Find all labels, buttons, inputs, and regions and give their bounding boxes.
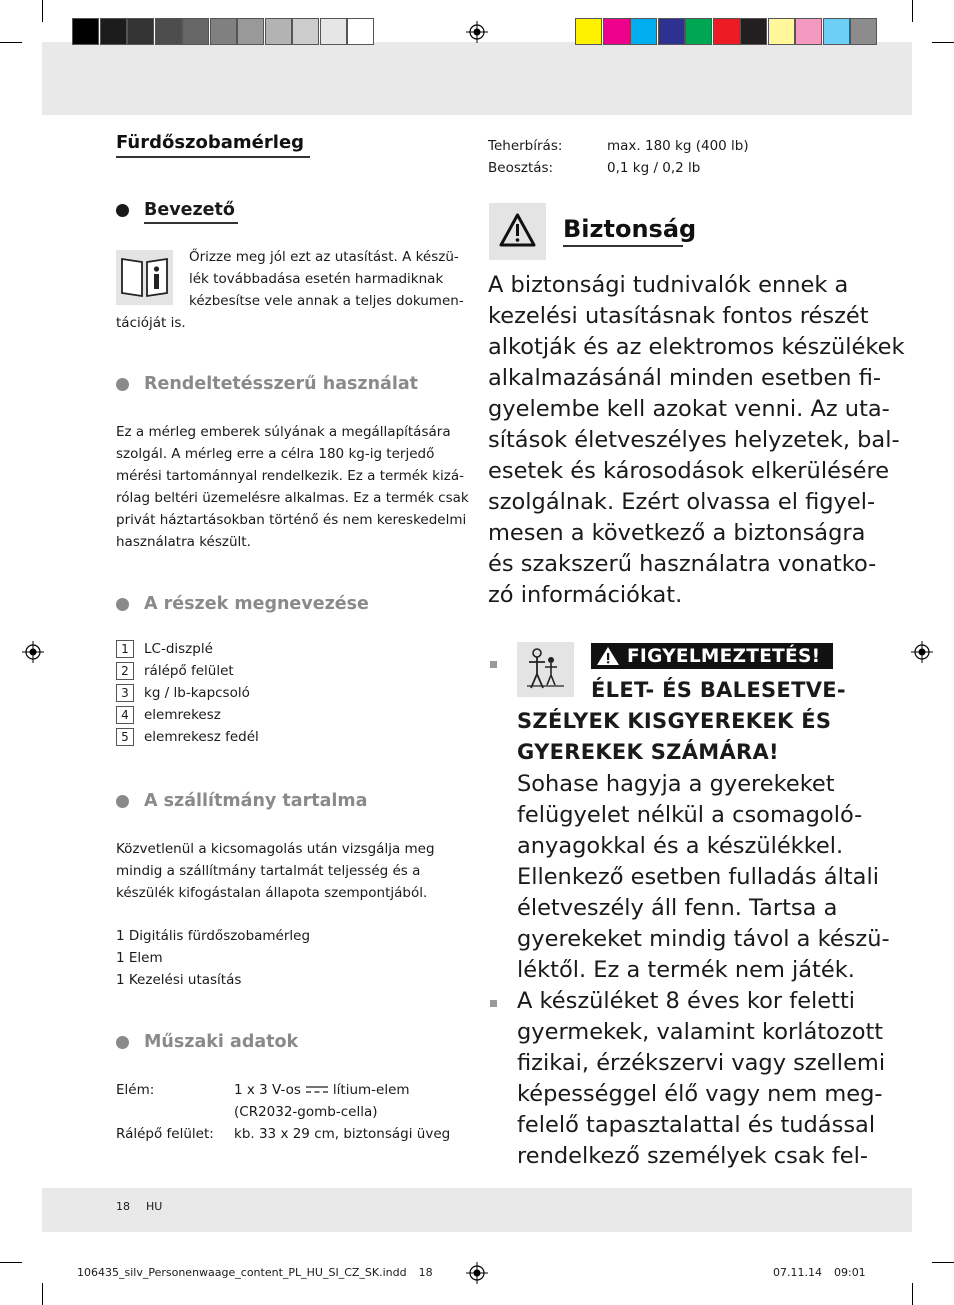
section-intro <box>116 200 235 220</box>
color-swatch <box>182 18 209 45</box>
use-line: privát háztartásokban történő és nem kereskedelmi <box>116 512 467 528</box>
bullet-line: felügyelet nélkül a csomagoló- <box>517 802 863 828</box>
language-code: HU <box>146 1200 163 1213</box>
safety-heading: Biztonság <box>563 215 697 243</box>
caps-line: ÉLET- ÉS BALESETVE- <box>591 678 846 702</box>
crop-mark <box>932 42 954 43</box>
info-book-icon <box>116 250 173 305</box>
bullet-dot <box>116 378 129 391</box>
caps-line: SZÉLYEK KISGYEREKEK ÉS <box>517 709 832 733</box>
tech-value: max. 180 kg (400 lb) <box>607 138 749 154</box>
color-swatch <box>768 18 795 45</box>
scope-heading: A szállítmány tartalma <box>144 791 368 811</box>
warning-small-icon <box>595 645 621 667</box>
warning-bullet-2 <box>517 986 885 1172</box>
use-line: rólag beltéri üzemelésre alkalmas. Ez a termék csak <box>116 490 469 506</box>
bullet-line: anyagokkal és a készülékkel. <box>517 833 844 859</box>
crop-mark <box>0 42 22 43</box>
intro-line: Őrizze meg jól ezt az utasítást. A készü- <box>189 249 459 265</box>
safety-line: A biztonsági tudnivalók ennek a <box>488 272 849 298</box>
color-swatch <box>603 18 630 45</box>
crop-mark <box>932 1262 954 1263</box>
color-swatch <box>713 18 740 45</box>
tech-value: (CR2032-gomb-cella) <box>234 1104 378 1120</box>
intro-text-wrapped <box>189 246 464 312</box>
safety-intro <box>488 270 904 611</box>
scope-text <box>116 838 435 904</box>
bullet-dot <box>116 598 129 611</box>
safety-line: zó információkat. <box>488 582 683 608</box>
safety-line: alkotják és az elektromos készülékek <box>488 334 905 360</box>
tech-heading: Műszaki adatok <box>144 1032 299 1052</box>
safety-line: alkalmazásánál minden esetben fi- <box>488 365 882 391</box>
bullet-line: Ellenkező esetben fulladás általi <box>517 864 879 890</box>
warning-triangle-icon <box>489 203 546 260</box>
page-number: 18 <box>116 1200 130 1213</box>
use-text <box>116 421 469 553</box>
part-label: elemrekesz <box>144 707 221 723</box>
scope-line: mindig a szállítmány tartalmát teljesség és a <box>116 863 421 879</box>
registration-mark-icon <box>466 21 488 43</box>
bullet-dot <box>116 795 129 808</box>
safety-line: sítások életveszélyes helyzetek, bal- <box>488 427 900 453</box>
child-warning-icon <box>517 642 574 697</box>
intro-line: lék továbbadása esetén harmadiknak <box>189 271 444 287</box>
use-heading: Rendeltetésszerű használat <box>144 374 419 394</box>
registration-mark-icon <box>911 641 933 663</box>
parts-heading: A részek megnevezése <box>144 594 369 614</box>
scope-line: Közvetlenül a kicsomagolás után vizsgálja meg <box>116 841 435 857</box>
title-underline <box>116 156 310 158</box>
use-line: szolgál. A mérleg erre a célra 180 kg-ig terjedő <box>116 446 435 462</box>
color-swatch <box>320 18 347 45</box>
dc-symbol-icon <box>306 1085 328 1095</box>
color-swatch <box>347 18 374 45</box>
safety-underline <box>563 245 683 247</box>
caps-line: GYEREKEK SZÁMÁRA! <box>517 740 779 764</box>
bullet-line: léktől. Ez a termék nem játék. <box>517 957 855 983</box>
color-swatch <box>740 18 767 45</box>
part-number: 2 <box>116 662 134 680</box>
color-swatch <box>685 18 712 45</box>
safety-line: szolgálnak. Ezért olvassa el figyel- <box>488 489 876 515</box>
tech-label: Rálépő felület: <box>116 1126 214 1142</box>
tech-value-text: 1 x 3 V-os <box>234 1082 301 1098</box>
intro-heading: Bevezető <box>144 200 235 220</box>
header-band <box>42 42 912 115</box>
safety-line: gyelembe kell azokat venni. Az uta- <box>488 396 890 422</box>
bullet-square <box>490 661 497 668</box>
slug-file <box>77 1266 433 1279</box>
use-line: használatra készült. <box>116 534 251 550</box>
section-use <box>116 374 418 394</box>
color-swatch <box>72 18 99 45</box>
scope-line: készülék kifogástalan állapota szempontjából. <box>116 885 428 901</box>
tech-value: 0,1 kg / 0,2 lb <box>607 160 701 176</box>
use-line: Ez a mérleg emberek súlyának a megállapítására <box>116 424 451 440</box>
safety-line: mesen a következő a biztonságra <box>488 520 866 546</box>
file-page: 18 <box>418 1266 433 1279</box>
file-name: 106435_silv_Personenwaage_content_PL_HU_SI_CZ_SK.indd <box>77 1266 407 1279</box>
part-item <box>116 706 221 724</box>
intro-line: tációját is. <box>116 315 186 331</box>
tech-label: Beosztás: <box>488 160 554 176</box>
safety-line: kezelési utasításnak fontos részét <box>488 303 869 329</box>
page-title: Fürdőszobamérleg <box>116 132 305 153</box>
color-swatch <box>658 18 685 45</box>
print-date: 07.11.14 <box>773 1266 822 1279</box>
footer-band <box>42 1188 912 1232</box>
bullet-line: gyermekek, valamint korlátozott <box>517 1019 884 1045</box>
part-item <box>116 728 259 746</box>
bullet-dot <box>116 1036 129 1049</box>
part-number: 1 <box>116 640 134 658</box>
part-number: 4 <box>116 706 134 724</box>
registration-mark-icon <box>466 1262 488 1284</box>
part-label: LC-diszplé <box>144 641 213 657</box>
bullet-line: képességgel élő vagy nem meg- <box>517 1081 883 1107</box>
scope-list <box>116 925 310 991</box>
section-scope <box>116 791 367 811</box>
tech-value <box>234 1079 410 1101</box>
tech-label: Teherbírás: <box>488 138 563 154</box>
bullet-line: felelő tapasztalattal és tudással <box>517 1112 876 1138</box>
crop-mark <box>42 0 43 22</box>
intro-underline <box>144 222 238 224</box>
color-swatch <box>155 18 182 45</box>
use-line: mérési tartománnyal rendelkezik. Ez a termék kizá- <box>116 468 464 484</box>
warning-label-box <box>591 643 833 669</box>
part-label: elemrekesz fedél <box>144 729 259 745</box>
warning-bullet-1 <box>517 769 890 986</box>
part-label: rálépő felület <box>144 663 234 679</box>
part-item <box>116 684 250 702</box>
bullet-square <box>490 1000 497 1007</box>
color-swatch <box>237 18 264 45</box>
safety-line: és szakszerű használatra vonatko- <box>488 551 877 577</box>
color-swatch <box>850 18 877 45</box>
color-swatch <box>630 18 657 45</box>
color-swatch <box>265 18 292 45</box>
intro-line: kézbesítse vele annak a teljes dokumen- <box>189 293 464 309</box>
bullet-line: gyerekeket mindig távol a készü- <box>517 926 890 952</box>
color-swatch <box>210 18 237 45</box>
crop-mark <box>0 1262 22 1263</box>
crop-mark <box>42 1283 43 1305</box>
part-number: 5 <box>116 728 134 746</box>
color-swatch <box>823 18 850 45</box>
bullet-line: A készüléket 8 éves kor feletti <box>517 988 856 1014</box>
bullet-line: fizikai, érzékszervi vagy szellemi <box>517 1050 886 1076</box>
tech-label: Elém: <box>116 1082 155 1098</box>
section-parts <box>116 594 369 614</box>
warning-label: FIGYELMEZTETÉS! <box>627 645 821 667</box>
color-swatch <box>575 18 602 45</box>
tech-value: kb. 33 x 29 cm, biztonsági üveg <box>234 1126 451 1142</box>
scope-item: 1 Elem <box>116 950 163 966</box>
bullet-line: rendelkező személyek csak fel- <box>517 1143 868 1169</box>
color-swatch <box>127 18 154 45</box>
crop-mark <box>912 0 913 22</box>
part-item <box>116 640 213 658</box>
part-item <box>116 662 234 680</box>
tech-value-text: lítium-elem <box>332 1082 410 1098</box>
part-label: kg / lb-kapcsoló <box>144 685 250 701</box>
safety-line: esetek és károsodások elkerülésére <box>488 458 890 484</box>
section-tech <box>116 1032 298 1052</box>
slug-date <box>773 1266 866 1279</box>
page-footer <box>116 1200 162 1213</box>
crop-mark <box>912 1283 913 1305</box>
bullet-line: Sohase hagyja a gyerekeket <box>517 771 835 797</box>
scope-item: 1 Kezelési utasítás <box>116 972 242 988</box>
color-swatch <box>100 18 127 45</box>
bullet-line: életveszély áll fenn. Tartsa a <box>517 895 838 921</box>
part-number: 3 <box>116 684 134 702</box>
color-swatch <box>292 18 319 45</box>
scope-item: 1 Digitális fürdőszobamérleg <box>116 928 311 944</box>
registration-mark-icon <box>22 641 44 663</box>
bullet-dot <box>116 204 129 217</box>
color-swatch <box>795 18 822 45</box>
print-time: 09:01 <box>833 1266 866 1279</box>
